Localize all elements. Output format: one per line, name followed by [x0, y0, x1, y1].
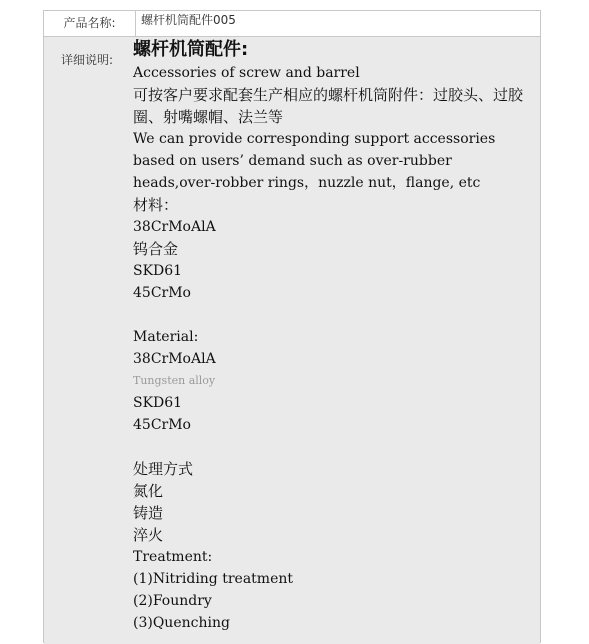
product-detail-table	[43, 10, 541, 643]
detail-content	[133, 37, 538, 634]
detail-line: Accessories of screw and barrel	[133, 65, 360, 81]
detail-line: Treatment:	[133, 549, 213, 565]
detail-line: (1)Nitriding treatment	[133, 571, 294, 587]
blank-line	[133, 436, 538, 458]
detail-line: 铸造	[133, 504, 164, 522]
detail-line: Tungsten alloy	[133, 374, 216, 387]
detail-line: 材料：	[133, 196, 179, 214]
detail-line: 淬火	[133, 526, 164, 544]
detail-heading: 螺杆机筒配件:	[133, 39, 249, 60]
blank-line	[133, 304, 538, 326]
detail-line: 可按客户要求配套生产相应的螺杆机筒附件：过胶头、过胶圈、射嘴螺帽、法兰等	[133, 86, 524, 126]
product-name-label: 产品名称:	[63, 16, 116, 30]
detail-line: 钨合金	[133, 240, 179, 258]
detail-line: (3)Quenching	[133, 615, 230, 631]
detail-line: (2)Foundry	[133, 593, 212, 609]
product-name-value: 螺杆机筒配件005	[141, 13, 236, 27]
detail-line: Material:	[133, 329, 199, 345]
detail-line: 45CrMo	[133, 417, 191, 433]
detail-line: We can provide corresponding support accessories based on users’ demand such as over-rubber heads,over-robber rings，nuzzle nut，flange, etc	[133, 131, 496, 191]
column-divider	[135, 11, 136, 36]
detail-line: 38CrMoAlA	[133, 351, 216, 367]
detail-line: 38CrMoAlA	[133, 219, 216, 235]
detail-row	[44, 37, 540, 644]
detail-line: 氮化	[133, 482, 164, 500]
detail-label: 详细说明:	[61, 53, 114, 67]
detail-line: 处理方式	[133, 460, 194, 478]
product-name-row	[44, 11, 540, 37]
detail-line: 45CrMo	[133, 285, 191, 301]
detail-line: SKD61	[133, 395, 183, 411]
detail-line: SKD61	[133, 263, 183, 279]
